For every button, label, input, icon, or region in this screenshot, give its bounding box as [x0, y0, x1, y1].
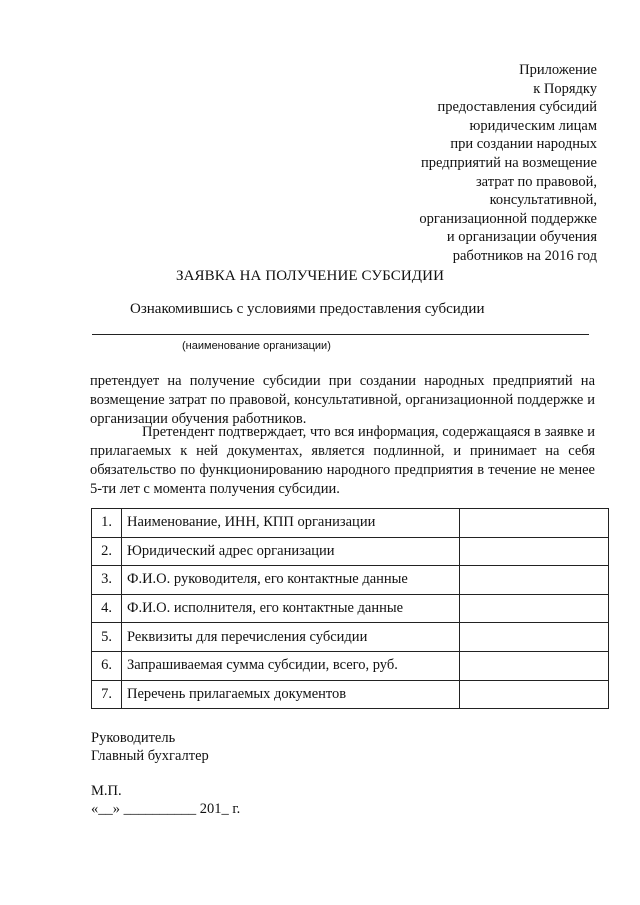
- appendix-line: и организации обучения: [446, 229, 597, 246]
- row-label: Запрашиваемая сумма субсидии, всего, руб.: [122, 651, 460, 680]
- table-row: [92, 680, 609, 709]
- document-title: ЗАЯВКА НА ПОЛУЧЕНИЕ СУБСИДИИ: [175, 268, 445, 284]
- paragraph-claim: претендует на получение субсидии при создании народных предприятий на возмещение затрат по правовой, консультативной, организационной поддержке и организации обучения работников.: [90, 373, 595, 427]
- appendix-line: Приложение: [519, 62, 597, 78]
- table-row: [92, 623, 609, 652]
- row-number: 5.: [92, 623, 122, 652]
- date-line: «__» __________ 201_ г.: [91, 801, 241, 817]
- row-value-cell: [460, 566, 609, 595]
- table-row: [92, 566, 609, 595]
- appendix-line: к Порядку: [533, 80, 597, 97]
- row-label: Ф.И.О. исполнителя, его контактные данные: [122, 594, 460, 623]
- appendix-line: работников на 2016 год: [452, 247, 597, 264]
- stamp-place: М.П.: [91, 783, 122, 799]
- appendix-line: консультативной,: [489, 192, 597, 209]
- application-table: [91, 508, 609, 709]
- row-label: Наименование, ИНН, КПП организации: [122, 509, 460, 538]
- appendix-header: [337, 61, 597, 266]
- row-number: 2.: [92, 537, 122, 566]
- signature-head: Руководитель: [91, 730, 176, 746]
- row-value-cell: [460, 623, 609, 652]
- row-number: 6.: [92, 651, 122, 680]
- organization-name-line: [92, 334, 589, 335]
- row-number: 1.: [92, 509, 122, 538]
- row-value-cell: [460, 594, 609, 623]
- organization-name-caption: (наименование организации): [182, 340, 331, 352]
- appendix-line: юридическим лицам: [469, 117, 597, 134]
- paragraph-confirmation: Претендент подтверждает, что вся информация, содержащаяся в заявке и прилагаемых к ней документах, является подлинной, и принимает на себя обязательство по функционированию народного предприятия в течение не менее 5-ти лет с момента получения субсидии.: [90, 424, 595, 497]
- signature-accountant: Главный бухгалтер: [91, 748, 209, 764]
- row-number: 4.: [92, 594, 122, 623]
- appendix-line: предприятий на возмещение: [420, 154, 597, 171]
- row-value-cell: [460, 537, 609, 566]
- appendix-line: организационной поддержке: [419, 210, 597, 227]
- appendix-line: затрат по правовой,: [475, 173, 597, 190]
- appendix-line: предоставления субсидий: [437, 99, 597, 116]
- row-label: Юридический адрес организации: [122, 537, 460, 566]
- intro-text: Ознакомившись с условиями предоставления субсидии: [130, 301, 485, 317]
- row-value-cell: [460, 680, 609, 709]
- table-row: [92, 537, 609, 566]
- row-number: 3.: [92, 566, 122, 595]
- table-row: [92, 509, 609, 538]
- row-label: Перечень прилагаемых документов: [122, 680, 460, 709]
- row-number: 7.: [92, 680, 122, 709]
- row-label: Реквизиты для перечисления субсидии: [122, 623, 460, 652]
- appendix-line: при создании народных: [450, 136, 597, 153]
- table-row: [92, 594, 609, 623]
- row-value-cell: [460, 509, 609, 538]
- table-row: [92, 651, 609, 680]
- row-value-cell: [460, 651, 609, 680]
- row-label: Ф.И.О. руководителя, его контактные данные: [122, 566, 460, 595]
